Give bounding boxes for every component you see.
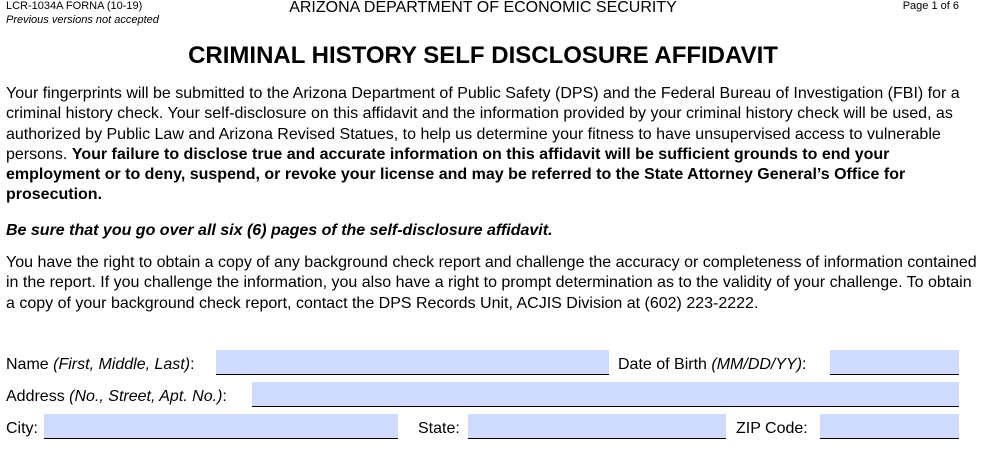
name-label-text: Name xyxy=(6,356,49,373)
dob-input[interactable] xyxy=(830,350,959,375)
rights-paragraph: You have the right to obtain a copy of any background check report and challenge the accuracy or completeness of information contained in the report. If you challenge the information, you also have a right to prompt determination as to the validity of your challenge. To obtain a copy of your background check report, contact the DPS Records Unit, ACJIS Division at (602) 223-2222. xyxy=(6,254,977,312)
intro-warning: Your failure to disclose true and accurate information on this affidavit will be sufficient grounds to end your employment or to deny, suspend, or revoke your license and may be referred to the State Attorney General’s Office for prosecution. xyxy=(6,145,906,204)
dob-hint: (MM/DD/YY) xyxy=(711,356,803,373)
name-hint: (First, Middle, Last) xyxy=(53,356,191,373)
name-input[interactable] xyxy=(216,350,609,375)
agency-name xyxy=(0,0,984,18)
name-dob-row xyxy=(6,352,981,376)
intro-paragraph xyxy=(6,84,981,206)
address-label-text: Address xyxy=(6,388,65,405)
zip-input[interactable] xyxy=(820,414,959,439)
address-row xyxy=(6,384,981,408)
form-version-note: Previous versions not accepted xyxy=(6,14,159,26)
address-input[interactable] xyxy=(252,382,959,407)
dob-label: Date of Birth (MM/DD/YY): xyxy=(618,356,807,373)
intro-text: Your fingerprints will be submitted to the Arizona Department of Public Safety (DPS) and the Federal Bureau of Investigation (FBI) for a criminal history check. Your self-disclosure on this affidavit and the information provided by your criminal history check will be used, as authorized by Public Law and Arizona Revised Statues, to help us determine your fitness to have unsupervised access to vulnerable persons. xyxy=(6,85,960,163)
document-title-text: CRIMINAL HISTORY SELF DISCLOSURE AFFIDAVIT xyxy=(188,42,778,69)
page-number: Page 1 of 6 xyxy=(902,0,959,12)
dob-label-text: Date of Birth xyxy=(618,356,707,373)
state-label: State: xyxy=(418,420,460,437)
agency-name-text: ARIZONA DEPARTMENT OF ECONOMIC SECURITY xyxy=(289,0,677,16)
city-input[interactable] xyxy=(44,414,398,439)
city-state-zip-row xyxy=(6,416,981,440)
city-label: City: xyxy=(6,420,38,437)
state-input[interactable] xyxy=(468,414,726,439)
address-hint: (No., Street, Apt. No.) xyxy=(69,388,223,405)
zip-label: ZIP Code: xyxy=(736,420,808,437)
form-id: LCR-1034A FORNA (10-19) xyxy=(6,0,143,12)
address-label: Address (No., Street, Apt. No.): xyxy=(6,388,227,405)
reminder-text: Be sure that you go over all six (6) pages of the self-disclosure affidavit. xyxy=(6,222,553,239)
name-label: Name (First, Middle, Last): xyxy=(6,356,195,373)
document-title xyxy=(0,41,984,71)
